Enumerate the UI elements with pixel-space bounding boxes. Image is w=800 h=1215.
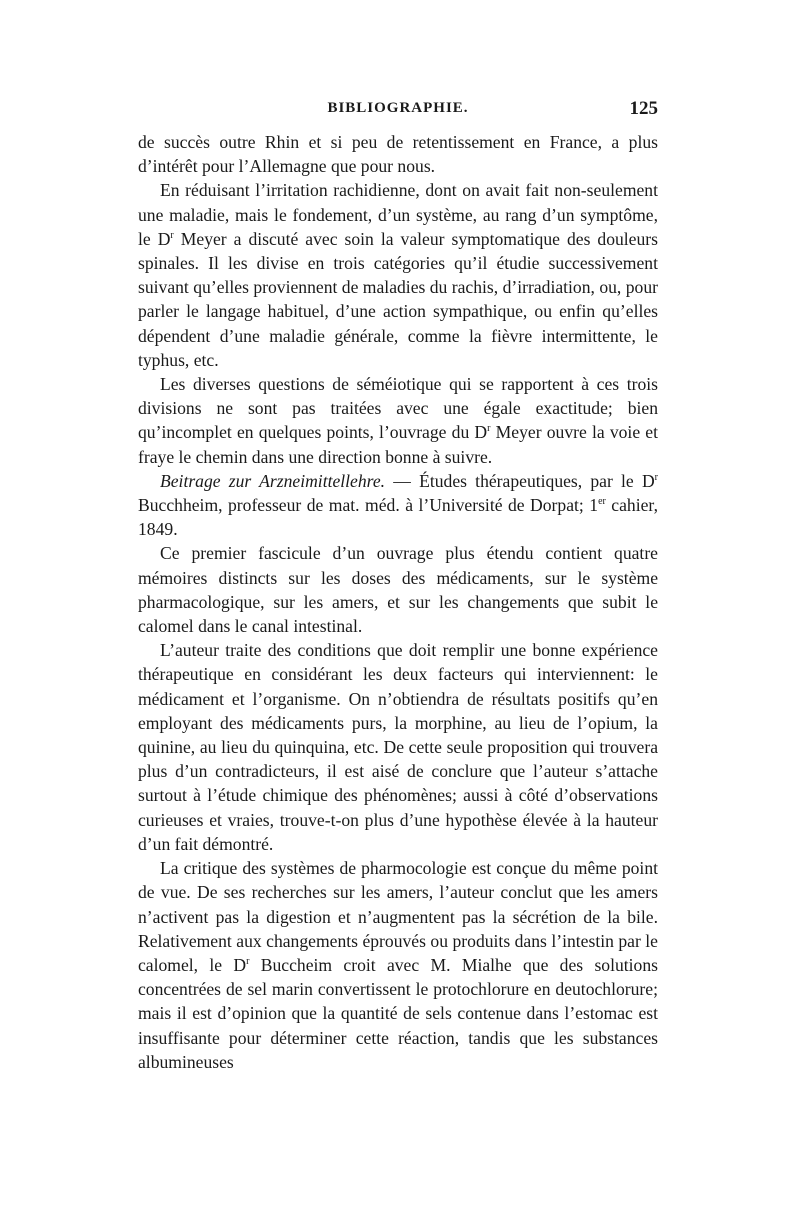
book-page xyxy=(138,98,658,1074)
bibliography-text-c: cahier, 1849. xyxy=(138,495,658,540)
running-title: BIBLIOGRAPHIE. xyxy=(327,100,469,116)
paragraph-7 xyxy=(138,856,658,1074)
paragraph-2-text-a: En réduisant l’irritation rachidienne, dont on avait fait non-seulement une maladie, mais le fondement, d’un système, au rang d’un symptôme, le D xyxy=(138,180,658,249)
page-number: 125 xyxy=(629,98,658,119)
paragraph-2-text-b: Meyer a discuté avec soin la valeur symptomatique des douleurs spinales. Il les divise en trois catégories qu’il étudie successivement suivant qu’elles proviennent de maladies du rachis, d’irradiation, ou, pour parler le langage habituel, d’une action sympathique, ou enfin qu’elles dépendent d’une maladie générale, comme la fièvre intermittente, le typhus, etc. xyxy=(138,228,658,370)
bibliography-text-a: — Études thérapeutiques, par le D xyxy=(385,470,655,491)
paragraph-7-text-b: Buccheim croit avec M. Mialhe que des solutions concentrées de sel marin convertissent le protochlorure en deutochlorure; mais il est d’opinion que la quantité de sels contenue dans l’estomac est insuffisante pour déterminer cette réaction, tandis que les substances albumineuses xyxy=(138,954,658,1072)
paragraph-1 xyxy=(138,130,658,178)
running-head xyxy=(138,98,658,130)
paragraph-7-text-a: La critique des systèmes de pharmocologie est conçue du même point de vue. De ses recherches sur les amers, l’auteur conclut que les amers n’activent pas la digestion et n’augmentent pas la sécrétion de la bile. Relativement aux changements éprouvés ou produits dans l’intestin par le calomel, le D xyxy=(138,858,658,975)
paragraph-5 xyxy=(138,541,658,638)
paragraph-7-superscript: r xyxy=(246,956,250,968)
paragraph-6 xyxy=(138,638,658,856)
paragraph-2 xyxy=(138,178,658,372)
paragraph-3-text-b: Meyer ouvre la voie et fraye le chemin dans une direction bonne à suivre. xyxy=(138,422,658,467)
paragraph-1-text: de succès outre Rhin et si peu de retentissement en France, a plus d’intérêt pour l’Allemagne que pour nous. xyxy=(138,132,658,177)
book-title: Beitrage zur Arzneimittellehre. xyxy=(160,470,386,491)
bibliography-superscript-2: er xyxy=(598,496,606,508)
paragraph-2-superscript: r xyxy=(170,229,174,241)
paragraph-3-text-a: Les diverses questions de séméiotique qui se rapportent à ces trois divisions ne sont pas traitées avec une égale exactitude; bien qu’incomplet en quelques points, l’ouvrage du D xyxy=(138,374,658,443)
paragraph-6-text: L’auteur traite des conditions que doit remplir une bonne expérience thérapeutique en considérant les deux facteurs qui interviennent: le médicament et l’organisme. On n’obtiendra de résultats positifs qu’en employant des médicaments purs, la morphine, au lieu de l’opium, la quinine, au lieu du quinquina, etc. De cette seule proposition qui trouvera plus d’un contradicteurs, il est aisé de conclure que l’auteur s’attache surtout à l’étude chimique des phénomènes; aussi à côté d’observations curieuses et vraies, trouve-t-on plus d’une hypothèse élevée à la hauteur d’un fait démontré. xyxy=(138,640,658,854)
paragraph-3 xyxy=(138,372,658,469)
bibliography-entry xyxy=(138,469,658,542)
body-text xyxy=(138,130,658,1074)
paragraph-3-superscript: r xyxy=(487,423,491,435)
bibliography-text-b: Bucchheim, professeur de mat. méd. à l’Université de Dorpat; 1 xyxy=(138,495,599,516)
bibliography-superscript-1: r xyxy=(654,471,658,483)
paragraph-5-text: Ce premier fascicule d’un ouvrage plus étendu contient quatre mémoires distincts sur les doses des médicaments, sur le système pharmacologique, sur les amers, et sur les changements que subit le calomel dans le canal intestinal. xyxy=(138,543,658,637)
